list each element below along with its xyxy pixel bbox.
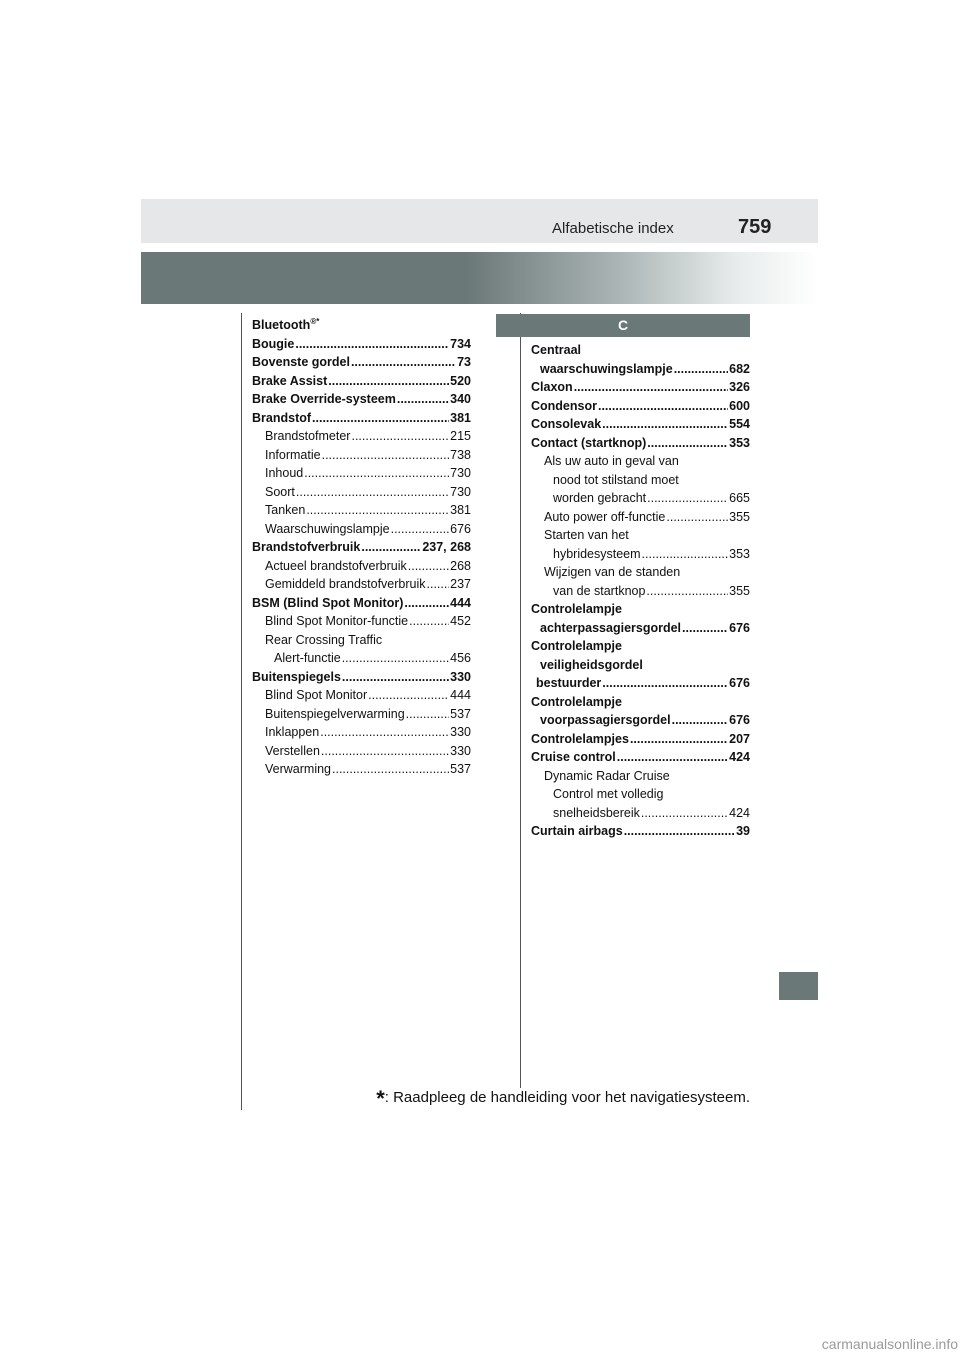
dot-leader — [598, 397, 728, 416]
index-entry-page: 738 — [450, 447, 471, 462]
dot-leader — [427, 575, 450, 594]
footnote-text: : Raadpleeg de handleiding voor het navigatiesysteem. — [384, 1089, 750, 1106]
index-entry — [252, 335, 471, 354]
dot-leader — [296, 483, 449, 502]
registered-mark: ®* — [310, 316, 320, 326]
dot-leader — [351, 427, 449, 446]
column-rule-middle — [520, 313, 521, 1088]
dot-leader — [602, 415, 728, 434]
index-entry — [252, 390, 471, 409]
index-entry-page: 353 — [729, 435, 750, 450]
index-entry-label: Brandstofverbruik — [252, 540, 361, 554]
index-entry-label: snelheidsbereik — [553, 805, 640, 820]
index-entry-page: 444 — [450, 688, 471, 702]
index-entry-label: Tanken — [265, 503, 306, 517]
dot-leader — [408, 557, 449, 576]
index-entry-page: 682 — [729, 361, 750, 376]
index-entry — [531, 341, 750, 360]
index-entry-page: 537 — [450, 706, 471, 721]
index-entry — [531, 656, 750, 675]
dot-leader — [332, 760, 449, 779]
index-entry-label: Informatie — [265, 447, 321, 462]
index-entry-page: 355 — [729, 509, 750, 524]
index-entry-page: 600 — [729, 398, 750, 413]
index-entry — [252, 760, 471, 779]
dot-leader — [406, 705, 449, 724]
index-entry-label: Consolevak — [531, 417, 602, 431]
index-entry-label: Brandstofmeter — [265, 429, 351, 443]
index-entry-label: Dynamic Radar Cruise — [544, 768, 670, 783]
index-entry-label: Inhoud — [265, 466, 304, 480]
dot-leader — [391, 520, 450, 539]
index-entry-page: 381 — [450, 503, 471, 517]
index-entry-label: Verwarming — [265, 762, 331, 776]
index-entry-label: nood tot stilstand moet — [553, 472, 679, 487]
index-entry — [252, 409, 471, 428]
column-rule-left — [241, 313, 242, 1110]
index-entry-label: Controlelampje — [531, 602, 622, 616]
index-entry-page: 452 — [450, 614, 471, 628]
chapter-banner — [141, 252, 818, 304]
index-entry-label: voorpassagiersgordel — [540, 713, 671, 727]
index-entry-label: van de startknop — [553, 583, 646, 598]
index-entry-label: veiligheidsgordel — [540, 657, 643, 672]
index-entry-label: Als uw auto in geval van — [544, 454, 679, 468]
footnote — [376, 1086, 750, 1112]
index-heading-label: Bluetooth — [252, 318, 311, 332]
index-entry-label: Blind Spot Monitor — [265, 688, 368, 702]
index-entry — [531, 693, 750, 712]
index-entry — [252, 742, 471, 761]
index-entry-label: Controlelampje — [531, 694, 622, 709]
dot-leader — [672, 711, 729, 730]
dot-leader — [646, 582, 728, 601]
index-entry — [531, 582, 750, 601]
index-entry — [531, 489, 750, 508]
index-entry-page: 326 — [729, 380, 750, 394]
dot-leader — [295, 335, 449, 354]
dot-leader — [647, 434, 728, 453]
index-entry-page: 340 — [450, 392, 471, 406]
index-entry-label: waarschuwingslampje — [540, 361, 673, 376]
index-entry-page: 444 — [450, 595, 471, 610]
dot-leader — [630, 730, 728, 749]
header-bar — [141, 199, 818, 243]
index-entry — [531, 822, 750, 841]
index-entry-label: Wijzigen van de standen — [544, 565, 681, 579]
index-entry-label: Inklappen — [265, 725, 320, 739]
dot-leader — [642, 545, 729, 564]
index-entry-page: 39 — [736, 824, 750, 838]
header-title: Alfabetische index — [552, 220, 674, 237]
dot-leader — [409, 612, 449, 631]
index-entry-label: Control met volledig — [553, 787, 664, 801]
index-entry — [531, 452, 750, 471]
index-entry-page: 676 — [450, 521, 471, 536]
index-entry-label: Claxon — [531, 380, 573, 394]
index-entry-label: Bougie — [252, 336, 295, 351]
index-entry — [252, 372, 471, 391]
index-entry-page: 537 — [450, 762, 471, 776]
index-entry — [252, 483, 471, 502]
index-entry-label: Contact (startknop) — [531, 435, 647, 450]
index-entry — [531, 360, 750, 379]
dot-leader — [342, 668, 449, 687]
index-heading-bluetooth — [252, 316, 471, 335]
index-entry-label: Bovenste gordel — [252, 355, 350, 369]
index-column-right — [531, 341, 750, 841]
dot-leader — [321, 742, 449, 761]
index-entry — [531, 730, 750, 749]
index-entry — [531, 767, 750, 786]
index-entry-page: 676 — [729, 620, 750, 635]
index-entry — [252, 668, 471, 687]
index-entry-label: Starten van het — [544, 528, 629, 542]
index-entry-label: Curtain airbags — [531, 824, 623, 838]
index-entry-page: 734 — [450, 336, 471, 351]
index-entry — [531, 526, 750, 545]
index-entry-label: Gemiddeld brandstofverbruik — [265, 577, 426, 591]
index-entry — [531, 563, 750, 582]
index-entry — [531, 545, 750, 564]
index-entry-label: Brake Override-systeem — [252, 392, 396, 406]
dot-leader — [320, 723, 449, 742]
index-entry — [531, 600, 750, 619]
index-entry-label: Alert-functie — [274, 651, 341, 665]
index-entry-label: Rear Crossing Traffic — [265, 632, 383, 647]
dot-leader — [602, 674, 728, 693]
dot-leader — [674, 360, 728, 379]
index-entry-page: 665 — [729, 491, 750, 505]
index-entry-page: 73 — [457, 355, 471, 369]
index-entry — [531, 748, 750, 767]
index-entry-page: 730 — [450, 466, 471, 480]
index-entry-label: Buitenspiegels — [252, 669, 341, 684]
index-column-left — [252, 316, 471, 779]
index-entry-label: Waarschuwingslampje — [265, 521, 390, 536]
index-entry-page: 424 — [729, 750, 750, 764]
index-entry-page: 381 — [450, 410, 471, 425]
index-entry-page: 676 — [729, 676, 750, 690]
index-entry — [252, 686, 471, 705]
page-number: 759 — [738, 216, 772, 238]
index-entry — [531, 378, 750, 397]
index-entry-page: 554 — [729, 417, 750, 431]
dot-leader — [624, 822, 735, 841]
index-entry-label: Condensor — [531, 398, 597, 413]
dot-leader — [641, 804, 728, 823]
index-entry — [252, 464, 471, 483]
dot-leader — [368, 686, 449, 705]
dot-leader — [351, 353, 456, 372]
index-entry — [252, 575, 471, 594]
index-entry-label: worden gebracht — [553, 491, 647, 505]
index-entry-page: 520 — [450, 373, 471, 388]
index-entry — [252, 723, 471, 742]
dot-leader — [397, 390, 449, 409]
dot-leader — [666, 508, 728, 527]
dot-leader — [328, 372, 449, 391]
index-entry — [531, 711, 750, 730]
index-entry-page: 330 — [450, 669, 471, 684]
index-entry — [252, 501, 471, 520]
index-entry-page: 215 — [450, 429, 471, 443]
index-entry-label: Centraal — [531, 343, 582, 357]
index-entry-page: 424 — [729, 805, 750, 820]
index-entry-label: Buitenspiegelverwarming — [265, 706, 405, 721]
index-entry — [252, 427, 471, 446]
index-entry-page: 207 — [729, 731, 750, 746]
index-entry-label: Brake Assist — [252, 373, 328, 388]
index-entry-label: Actueel brandstofverbruik — [265, 558, 407, 573]
index-entry-page: 330 — [450, 725, 471, 739]
index-entry-label: BSM (Blind Spot Monitor) — [252, 595, 404, 610]
index-entry-page: 237 — [450, 577, 471, 591]
index-entry-label: bestuurder — [536, 676, 602, 690]
dot-leader — [304, 464, 449, 483]
index-entry-label: Verstellen — [265, 743, 320, 758]
dot-leader — [322, 446, 450, 465]
dot-leader — [647, 489, 728, 508]
index-entry — [531, 674, 750, 693]
index-entry-label: Auto power off-functie — [544, 509, 666, 524]
index-entry-label: hybridesysteem — [553, 546, 641, 561]
index-entry — [252, 520, 471, 539]
dot-leader — [574, 378, 728, 397]
index-entry — [252, 557, 471, 576]
index-entry — [531, 397, 750, 416]
index-entry-label: Cruise control — [531, 750, 616, 764]
section-letter-c: C — [496, 314, 750, 337]
index-entry-label: Controlelampje — [531, 639, 622, 653]
dot-leader — [404, 594, 449, 613]
index-entry-label: achterpassagiersgordel — [540, 620, 682, 635]
index-entry — [531, 637, 750, 656]
dot-leader — [306, 501, 449, 520]
index-entry-label: Blind Spot Monitor-functie — [265, 614, 409, 628]
index-entry — [531, 434, 750, 453]
index-entry — [531, 804, 750, 823]
index-entry — [252, 705, 471, 724]
index-entry — [252, 631, 471, 650]
index-entry — [531, 785, 750, 804]
index-entry — [531, 415, 750, 434]
index-entry — [531, 471, 750, 490]
index-entry-page: 730 — [450, 484, 471, 499]
index-entry-page: 676 — [729, 713, 750, 727]
index-entry-page: 330 — [450, 743, 471, 758]
chapter-side-tab — [779, 972, 818, 1000]
footnote-star: * — [376, 1086, 385, 1111]
dot-leader — [682, 619, 728, 638]
index-entry-label: Controlelampjes — [531, 731, 629, 746]
index-entry — [252, 649, 471, 668]
index-entry — [252, 612, 471, 631]
index-entry-page: 353 — [729, 546, 750, 561]
dot-leader — [342, 649, 449, 668]
index-entry — [252, 594, 471, 613]
index-entry-page: 456 — [450, 651, 471, 665]
index-entry — [252, 538, 471, 557]
index-entry-page: 355 — [729, 583, 750, 598]
watermark: carmanualsonline.info — [821, 1336, 958, 1352]
index-entry — [252, 446, 471, 465]
dot-leader — [312, 409, 449, 428]
index-entry — [252, 353, 471, 372]
index-entry — [531, 619, 750, 638]
index-entry-label: Brandstof — [252, 410, 312, 425]
index-entry-page: 237, 268 — [422, 540, 471, 554]
index-entry — [531, 508, 750, 527]
index-entry-label: Soort — [265, 484, 295, 499]
dot-leader — [361, 538, 421, 557]
dot-leader — [617, 748, 728, 767]
index-entry-page: 268 — [450, 558, 471, 573]
